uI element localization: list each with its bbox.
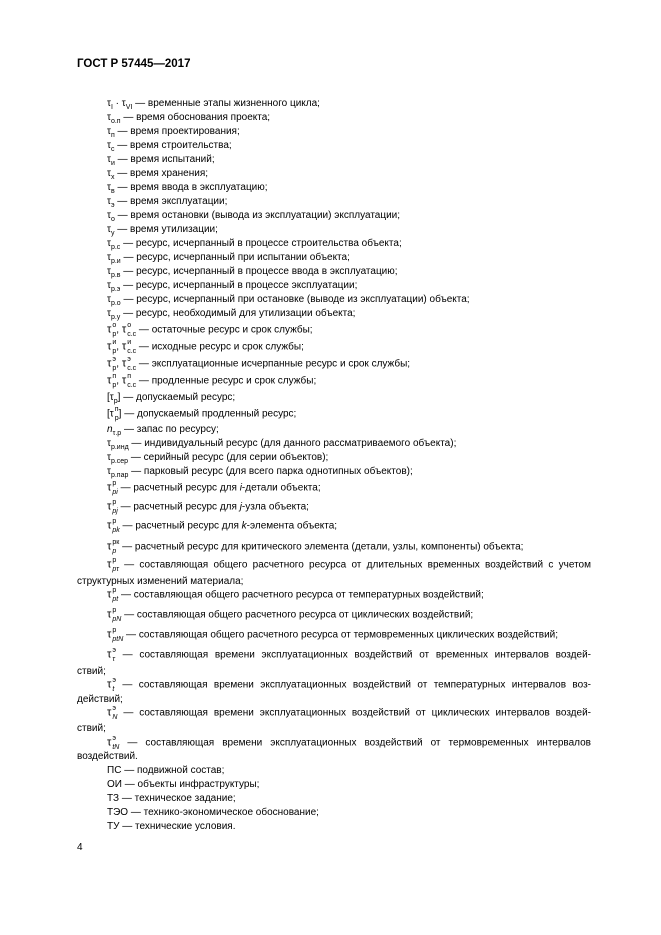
definition-continuation: структурных изменений материала;	[77, 576, 244, 587]
symbol-index: с.с	[127, 365, 137, 372]
symbol-index: VI	[125, 104, 133, 111]
symbol-index: τ.р	[112, 430, 122, 437]
symbol-definition: τ р pi — расчетный ресурс для i-детали объекта;	[107, 480, 321, 496]
separator: ·	[112, 98, 122, 109]
definition-text: — подвижной состав;	[121, 765, 225, 776]
abbreviation: ТЭО	[107, 807, 129, 818]
symbol-definition	[107, 307, 355, 324]
symbol-index: п	[114, 406, 119, 413]
symbol-index: э	[127, 356, 131, 363]
symbol: τ	[107, 168, 111, 179]
symbol-index: рк	[112, 539, 120, 546]
symbol-index: р.и	[110, 258, 121, 265]
definition-text: — техническое задание;	[119, 793, 236, 804]
symbol-index: р	[113, 398, 118, 405]
definition-text: — время хранения;	[114, 168, 209, 179]
symbol-definition	[107, 764, 224, 777]
symbol-index: р.инд	[110, 444, 129, 451]
definition-text: — ресурс, необходимый для утилизации объекта;	[120, 308, 356, 319]
definition-text: — временные этапы жизненного цикла;	[132, 98, 320, 109]
symbol-index: р	[114, 415, 119, 422]
symbol: τ	[107, 140, 111, 151]
symbol-index: п	[112, 373, 117, 380]
definition-text: — ресурс, исчерпанный при испытании объекта;	[120, 252, 350, 263]
symbol-index: э	[112, 677, 116, 684]
definition-text: — составляющая общего расчетного ресурса от циклических воздействий;	[121, 609, 474, 621]
symbol-index: t	[112, 686, 115, 693]
definition-text: — время строительства;	[114, 140, 232, 151]
symbol-index: с.с	[127, 348, 137, 355]
symbol-definition: τ р pk — расчетный ресурс для k-элемента объекта;	[107, 518, 338, 534]
definition-text: — составляющая времени эксплуатационных воздействий от циклических интервалов воздей-	[117, 707, 591, 719]
symbol-index: pk	[112, 527, 120, 534]
definition-text: — расчетный ресурс для	[117, 501, 240, 513]
symbol: τ	[107, 438, 111, 449]
symbol-definition: τ о р , τ о с.с — остаточные ресурс и срок службы;	[107, 322, 313, 338]
symbol-definition	[107, 778, 259, 791]
symbol-index: и	[127, 339, 132, 346]
symbol-index: pt	[112, 596, 119, 603]
symbol-index: о	[112, 322, 117, 329]
symbol: τ	[107, 294, 111, 305]
symbol: τ	[107, 466, 111, 477]
symbol-index: р	[112, 587, 117, 594]
definition-text: — составляющая общего расчетного ресурса от длительных временных воздействий с учетом	[118, 559, 591, 571]
symbol: τ	[107, 308, 111, 319]
symbol-definition: $[\tau_р]$ — допускаемый ресурс;	[107, 392, 236, 405]
definition-text: — составляющая общего расчетного ресурса от температурных воздействий;	[118, 589, 484, 601]
definition-text: — расчетный ресурс для критического элемента (детали, узлы, компоненты) объекта;	[119, 541, 524, 553]
symbol-definition: [τ п р ] — допускаемый продленный ресурс;	[107, 406, 297, 422]
definition-text: -детали объекта;	[241, 482, 321, 494]
definition-text: — объекты инфраструктуры;	[121, 779, 260, 790]
definition-text: — время остановки (вывода из эксплуатации) эксплуатации;	[114, 210, 401, 221]
symbol-index: о	[110, 216, 115, 223]
symbol-definition: τ э t — составляющая времени эксплуатационных воздействий от температурных интервалов воз-	[107, 677, 591, 693]
definition-text: — время испытаний;	[114, 154, 215, 165]
symbol-definition: τ и р , τ и с.с — исходные ресурс и срок службы;	[107, 339, 304, 355]
symbol-index: п	[127, 373, 131, 380]
symbol-index: о.п	[110, 118, 121, 125]
symbol-index: I	[110, 104, 113, 111]
symbol-definition	[107, 806, 319, 819]
index-letter: j	[239, 501, 242, 513]
definition-text: — остаточные ресурс и срок службы;	[136, 324, 313, 336]
definition-text: — составляющая времени эксплуатационных воздействий от временных интервалов воздей-	[115, 649, 591, 661]
symbol-index: с.с	[127, 331, 137, 338]
abbreviation: ПС	[107, 765, 122, 776]
symbol-definition	[107, 465, 413, 482]
symbol-definition: τ р pN — составляющая общего расчетного ресурса от циклических воздействий;	[107, 607, 474, 623]
definition-text: — парковый ресурс (для всего парка однотипных объектов);	[128, 466, 413, 477]
definition-text: — составляющая времени эксплуатационных воздействий от термовременных интервалов	[119, 737, 591, 749]
symbol-definition: τ р pτ — составляющая общего расчетного ресурса от длительных временных воздействий с учетом	[107, 557, 591, 573]
symbol-index: и	[112, 339, 117, 346]
symbol: τ	[107, 252, 111, 263]
definition-text: — время обоснования проекта;	[120, 112, 271, 123]
abbreviation: ТУ	[107, 821, 120, 832]
definition-text: — ресурс, исчерпанный при остановке (выводе из эксплуатации) объекта;	[120, 294, 470, 305]
definition-text: — серийный ресурс (для серии объектов);	[128, 452, 329, 463]
symbol-definition	[107, 792, 236, 805]
symbol-index: р	[112, 480, 117, 487]
symbol-definition: τ э N — составляющая времени эксплуатационных воздействий от циклических интервалов воздей-	[107, 705, 591, 721]
symbol: τ	[107, 182, 111, 193]
symbol-index: р.с	[110, 244, 121, 251]
symbol-index: р.э	[110, 286, 121, 293]
symbol: τ	[107, 154, 111, 165]
symbol-definition: τ э τ — составляющая времени эксплуатационных воздействий от временных интервалов воздей-	[107, 647, 591, 663]
symbol-definition: τ э tN — составляющая времени эксплуатационных воздействий от термовременных интервалов	[107, 735, 591, 751]
symbol: τ	[121, 98, 126, 109]
symbol: τ	[107, 126, 111, 137]
symbol-index: р	[112, 365, 117, 372]
symbol-definition: τ э р , τ э с.с — эксплуатационные исчерпанные ресурс и срок службы;	[107, 356, 411, 372]
symbol-index: р.пар	[110, 472, 129, 479]
symbol-index: х	[110, 174, 115, 181]
definition-text: — продленные ресурс и срок службы;	[136, 375, 317, 387]
definition-text: -узла объекта;	[241, 501, 309, 513]
definition-text: — время ввода в эксплуатацию;	[114, 182, 268, 193]
symbol: τ	[107, 210, 111, 221]
index-letter: i	[239, 482, 242, 494]
symbol-definition: τ р pt — составляющая общего расчетного ресурса от температурных воздействий;	[107, 587, 484, 603]
symbol-index: pj	[112, 508, 118, 515]
definition-text: — технико-экономическое обоснование;	[128, 807, 319, 818]
symbol-definition: τ р ptN — составляющая общего расчетного ресурса от термовременных циклических воздействий;	[107, 627, 559, 643]
definition-text: — эксплуатационные исчерпанные ресурс и срок службы;	[136, 358, 411, 370]
symbol-index: ptN	[112, 636, 124, 643]
symbol-index: э	[112, 735, 116, 742]
definition-text: — время утилизации;	[114, 224, 218, 235]
definition-text: — ресурс, исчерпанный в процессе строительства объекта;	[120, 238, 402, 249]
abbreviation: ТЗ	[107, 793, 120, 804]
symbol: τ	[107, 224, 111, 235]
symbol: τ	[107, 452, 111, 463]
symbol: τ	[107, 98, 111, 109]
definition-continuation: воздействий.	[77, 751, 138, 762]
symbol: τ	[107, 196, 111, 207]
symbol-index: р	[112, 518, 117, 525]
definition-text: — составляющая общего расчетного ресурса от термовременных циклических воздействий;	[123, 629, 559, 641]
symbol-index: tN	[112, 744, 120, 751]
symbol-index: р.сер	[110, 458, 129, 465]
symbol-index: у	[110, 230, 115, 237]
definition-text: — расчетный ресурс для	[117, 482, 240, 494]
symbol-index: р	[112, 382, 117, 389]
symbol-index: э	[112, 647, 116, 654]
symbol-index: р	[112, 348, 117, 355]
symbol-definition	[107, 820, 236, 833]
definition-text: -элемента объекта;	[246, 520, 338, 532]
symbol-index: pτ	[112, 566, 119, 573]
symbol: τ	[107, 238, 111, 249]
symbol: τ	[107, 112, 111, 123]
definition-text: — составляющая времени эксплуатационных воздействий от температурных интервалов воз-	[115, 679, 591, 691]
symbol-index: п	[110, 132, 115, 139]
definition-text: — время эксплуатации;	[114, 196, 228, 207]
symbol-definition: τ р pj — расчетный ресурс для j-узла объекта;	[107, 499, 309, 515]
symbol-index: р	[112, 499, 117, 506]
symbol: τ	[107, 266, 111, 277]
abbreviation: ОИ	[107, 779, 122, 790]
symbol-index: N	[112, 714, 118, 721]
symbol-index: с	[110, 146, 115, 153]
symbol: τ	[107, 280, 111, 291]
symbol-index: р.у	[110, 314, 121, 321]
symbol-index: р	[112, 607, 117, 614]
symbol-index: в	[110, 188, 115, 195]
definition-text: — допускаемый ресурс;	[120, 392, 236, 403]
index-letter: k	[241, 520, 247, 532]
symbol-index: р.в	[110, 272, 121, 279]
symbol-index: τ	[112, 656, 115, 663]
definition-text: — технические условия.	[119, 821, 236, 832]
definition-text: — допускаемый продленный ресурс;	[121, 408, 297, 420]
definition-continuation: ствий;	[77, 723, 106, 734]
symbol-index: р	[112, 331, 117, 338]
symbol-definition: τ рк р — расчетный ресурс для критического элемента (детали, узлы, компоненты) объекта;	[107, 539, 524, 555]
symbol-index: р	[112, 557, 117, 564]
symbol-index: р	[112, 627, 117, 634]
symbol-index: pi	[112, 489, 118, 496]
symbol-index: pN	[112, 616, 122, 623]
definition-continuation: ствий;	[77, 666, 106, 677]
definition-text: — ресурс, исчерпанный в процессе ввода в эксплуатацию;	[120, 266, 398, 277]
symbol-index: э	[112, 356, 116, 363]
definition-text: — индивидуальный ресурс (для данного рассматриваемого объекта);	[128, 438, 457, 449]
page-number: 4	[77, 842, 83, 853]
definition-text: — исходные ресурс и срок службы;	[136, 341, 304, 353]
definition-text: — расчетный ресурс для	[119, 520, 242, 532]
symbol-definition: τ п р , τ п с.с — продленные ресурс и срок службы;	[107, 373, 317, 389]
symbol-index: р	[112, 548, 117, 555]
symbol-index: р.о	[110, 300, 121, 307]
symbol-index: и	[110, 160, 115, 167]
symbol-index: э	[110, 202, 115, 209]
symbol-index: с.с	[127, 382, 137, 389]
definition-text: — время проектирования;	[114, 126, 240, 137]
document-header: ГОСТ Р 57445—2017	[77, 58, 191, 70]
definition-continuation: действий;	[77, 694, 123, 705]
symbol: n	[107, 424, 113, 435]
definition-text: — запас по ресурсу;	[121, 424, 219, 435]
definition-text: — ресурс, исчерпанный в процессе эксплуатации;	[120, 280, 358, 291]
symbol-index: о	[127, 322, 132, 329]
symbol-index: э	[112, 705, 116, 712]
